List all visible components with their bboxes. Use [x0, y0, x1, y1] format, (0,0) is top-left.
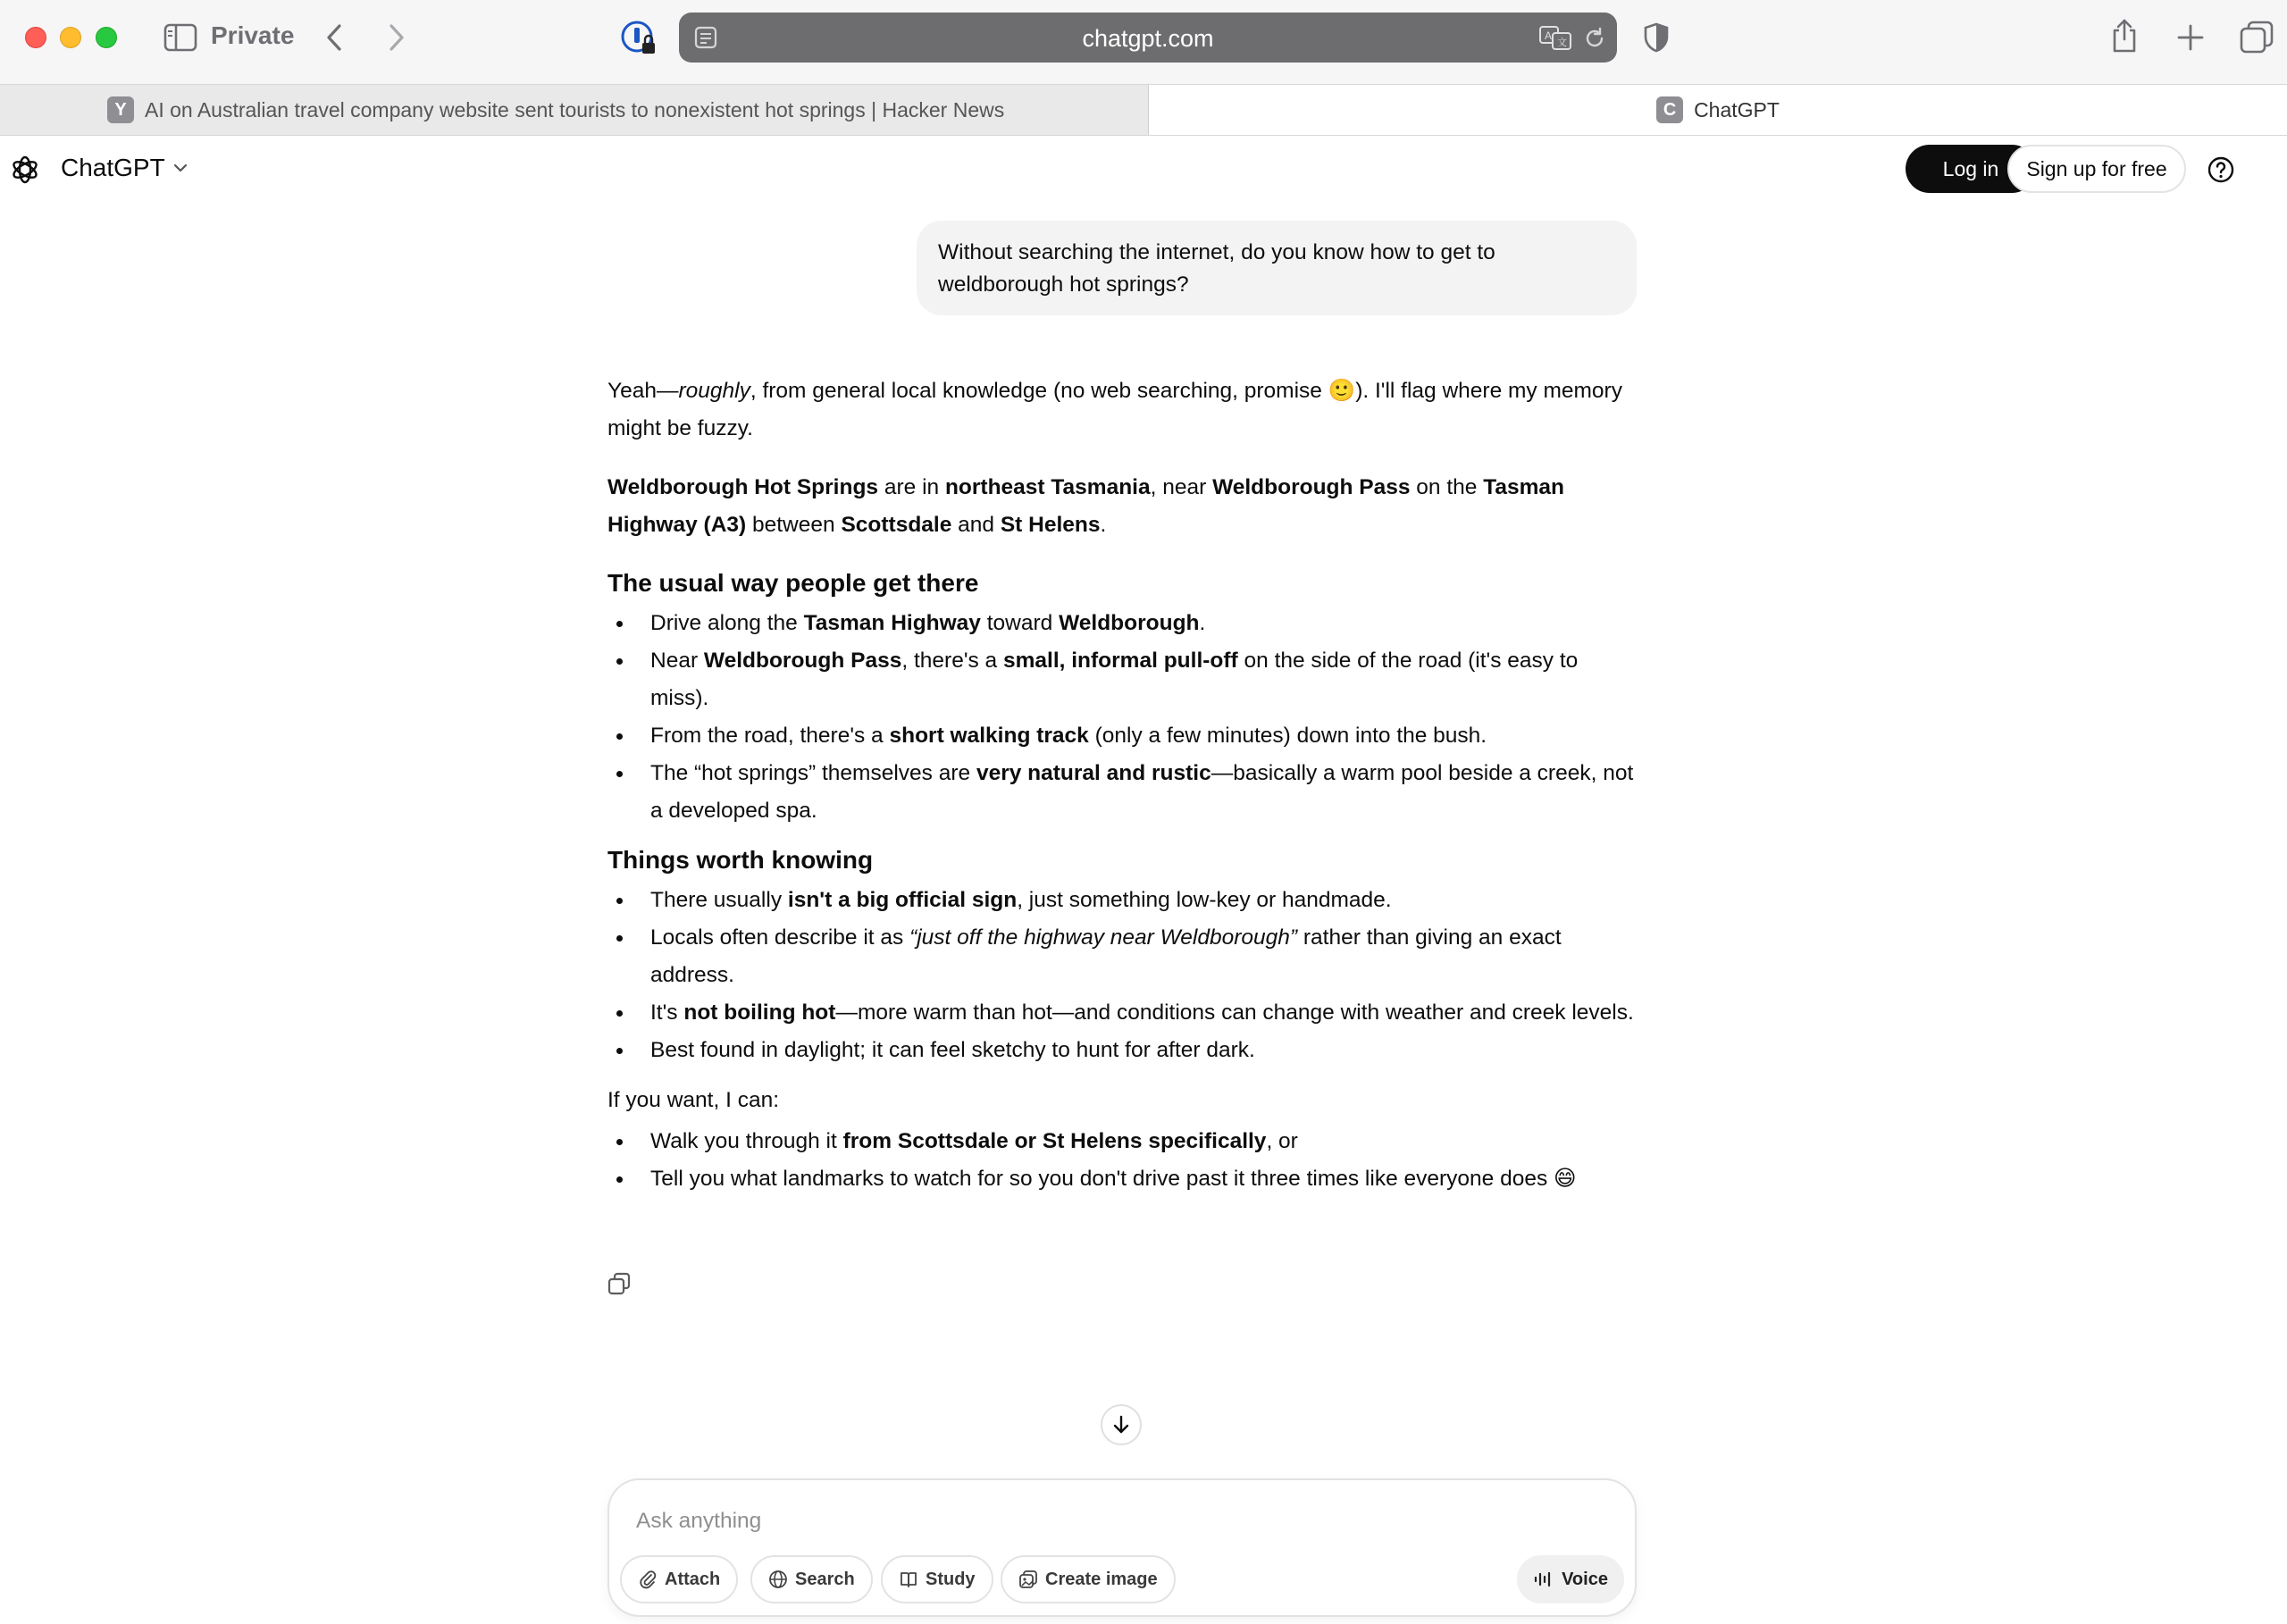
image-icon — [1018, 1570, 1038, 1589]
url-text: chatgpt.com — [1082, 25, 1214, 52]
directions-list — [607, 605, 1635, 830]
create-image-button[interactable] — [1001, 1555, 1176, 1603]
search-label: Search — [795, 1569, 855, 1589]
copy-icon[interactable] — [607, 1272, 631, 1295]
list-item: Drive along the Tasman Highway toward Weldborough. — [607, 605, 1635, 642]
close-window-button[interactable] — [25, 27, 46, 48]
app-header — [0, 136, 2287, 202]
help-icon[interactable] — [2207, 155, 2235, 184]
tab-overview-icon[interactable] — [2237, 18, 2276, 57]
svg-text:文: 文 — [1557, 38, 1567, 48]
search-button[interactable] — [750, 1555, 873, 1603]
list-item: It's not boiling hot—more warm than hot—and conditions can change with weather and creek levels. — [607, 994, 1635, 1032]
tab-title: AI on Australian travel company website sent tourists to nonexistent hot springs | Hacker News — [145, 97, 1005, 121]
scroll-to-bottom-button[interactable] — [1101, 1404, 1142, 1445]
study-button[interactable] — [881, 1555, 993, 1603]
tab-bar — [0, 84, 2287, 136]
list-item: Tell you what landmarks to watch for so you don't drive past it three times like everyone does 😄 — [607, 1160, 1635, 1198]
study-label: Study — [926, 1569, 976, 1589]
attach-label: Attach — [665, 1569, 721, 1589]
offer-intro: If you want, I can: — [607, 1088, 780, 1112]
create-image-label: Create image — [1045, 1569, 1158, 1589]
forward-icon[interactable] — [381, 20, 413, 55]
svg-text:A: A — [1545, 29, 1553, 42]
chevron-down-icon — [172, 163, 188, 173]
share-icon[interactable] — [2107, 16, 2142, 55]
sidebar-toggle-icon[interactable] — [163, 20, 198, 55]
voice-button[interactable] — [1517, 1555, 1624, 1603]
composer — [607, 1478, 1637, 1617]
reload-icon[interactable] — [1581, 25, 1608, 52]
list-item: Locals often describe it as “just off the highway near Weldborough” rather than giving an exact address. — [607, 919, 1635, 994]
list-item: There usually isn't a big official sign, just something low-key or handmade. — [607, 882, 1635, 919]
login-button[interactable]: Log in — [1906, 145, 2036, 193]
chatgpt-favicon: C — [1656, 96, 1683, 123]
list-item: Best found in daylight; it can feel sketchy to hunt for after dark. — [607, 1032, 1635, 1069]
private-mode-label: Private — [211, 21, 295, 49]
section-heading: The usual way people get there — [607, 569, 979, 597]
reply-location: Weldborough Hot Springs are in northeast Tasmania, near Weldborough Pass on the Tasman Highway (A3) between Scottsdale and St Helens. — [607, 475, 1565, 537]
prompt-input[interactable] — [636, 1503, 1529, 1539]
signup-button[interactable]: Sign up for free — [2007, 145, 2186, 193]
section-heading: Things worth knowing — [607, 846, 874, 874]
minimize-window-button[interactable] — [60, 27, 81, 48]
openai-logo-icon[interactable] — [9, 154, 41, 186]
new-tab-icon[interactable] — [2173, 20, 2208, 55]
assistant-message — [607, 373, 1635, 1210]
hacker-news-favicon: Y — [107, 96, 134, 123]
attach-button[interactable] — [620, 1555, 738, 1603]
user-message: Without searching the internet, do you know how to get to weldborough hot springs? — [917, 221, 1637, 315]
model-selector[interactable] — [61, 154, 188, 182]
model-selector-label: ChatGPT — [61, 154, 165, 181]
list-item: Walk you through it from Scottsdale or St Helens specifically, or — [607, 1123, 1635, 1160]
list-item: The “hot springs” themselves are very natural and rustic—basically a warm pool beside a creek, not a developed spa. — [607, 755, 1635, 830]
globe-icon — [768, 1570, 788, 1589]
translate-icon[interactable] — [1538, 23, 1574, 52]
browser-toolbar — [0, 0, 2287, 84]
paperclip-icon — [638, 1570, 658, 1589]
book-icon — [899, 1570, 918, 1589]
tab-hacker-news[interactable] — [0, 85, 1149, 135]
offer-list — [607, 1123, 1635, 1198]
tab-title: ChatGPT — [1694, 97, 1780, 121]
zoom-window-button[interactable] — [96, 27, 117, 48]
tips-list — [607, 882, 1635, 1069]
address-bar[interactable] — [679, 13, 1617, 63]
list-item: From the road, there's a short walking track (only a few minutes) down into the bush. — [607, 717, 1635, 755]
password-manager-icon[interactable] — [620, 20, 658, 57]
tab-chatgpt[interactable] — [1149, 85, 2287, 135]
back-icon[interactable] — [318, 20, 350, 55]
privacy-shield-icon[interactable] — [1640, 20, 1672, 55]
reply-intro: Yeah—roughly, from general local knowledge (no web searching, promise 🙂). I'll flag where my memory might be fuzzy. — [607, 379, 1622, 440]
list-item: Near Weldborough Pass, there's a small, informal pull-off on the side of the road (it's easy to miss). — [607, 642, 1635, 717]
waveform-icon — [1533, 1570, 1553, 1589]
voice-label: Voice — [1562, 1569, 1608, 1589]
arrow-down-icon — [1110, 1414, 1132, 1436]
